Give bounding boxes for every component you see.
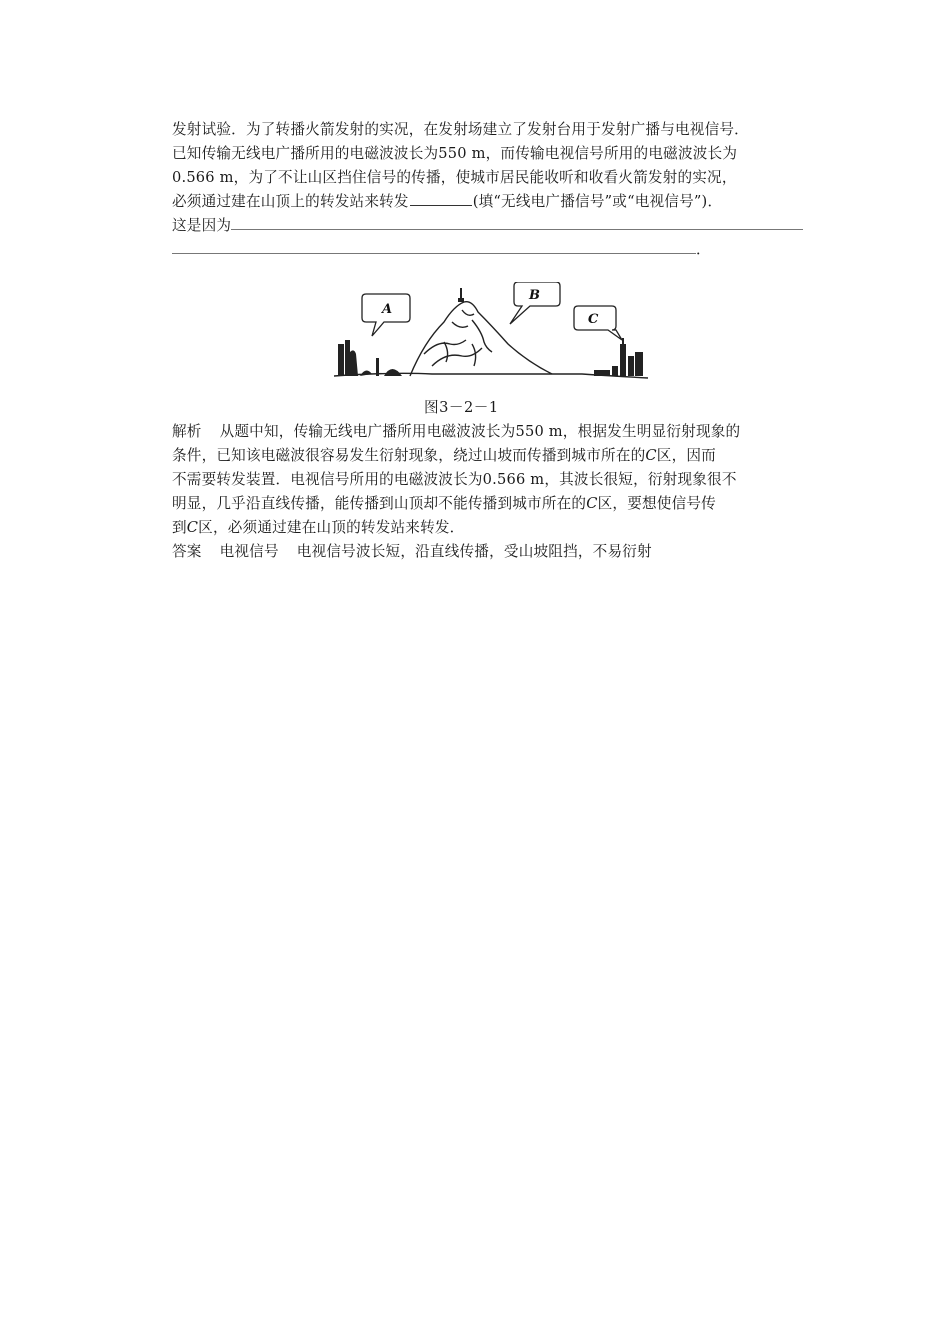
question-line-4-hint: (填“无线电广播信号”或“电视信号”)．: [472, 193, 723, 210]
answer-line-1[interactable]: [231, 215, 803, 230]
answer-heading: 答案: [172, 543, 202, 560]
analysis-heading: 解析: [172, 423, 202, 440]
mountain-icon: [410, 302, 552, 376]
question-line-5-text: 这是因为: [172, 217, 232, 234]
answer-line-2[interactable]: [172, 239, 696, 254]
analysis-line-4-text: 明显，几乎沿直线传播，能传播到山顶却不能传播到城市所在的: [172, 495, 587, 512]
analysis-line-1-text: 从题中知，传输无线电广播所用电磁波波长为550 m，根据发生明显衍射现象的: [219, 423, 741, 440]
analysis-line-2: [172, 444, 812, 468]
label-a: A: [382, 302, 393, 317]
analysis-line-2-text: 条件，已知该电磁波很容易发生衍射现象，绕过山坡而传播到城市所在的: [172, 447, 646, 464]
analysis-line-4-tail: 区，要想使信号传: [597, 495, 716, 512]
analysis-line-5-tail: 区，必须通过建在山顶的转发站来转发．: [198, 519, 465, 536]
label-b: B: [529, 288, 540, 303]
analysis-line-4: [172, 492, 812, 516]
answer-part-1: 电视信号: [219, 543, 279, 560]
fill-in-blank[interactable]: [410, 191, 472, 206]
question-line-5: [172, 214, 812, 238]
question-line-2: 已知传输无线电广播所用的电磁波波长为550 m，而传输电视信号所用的电磁波波长为: [172, 145, 738, 162]
answer-part-2: 电视信号波长短，沿直线传播，受山坡阻挡，不易衍射: [296, 543, 652, 560]
city-icon: [594, 338, 643, 376]
analysis-line-1: [172, 420, 812, 444]
region-c-label: C: [586, 495, 598, 512]
region-c-label: C: [186, 519, 199, 536]
figure-caption: 图3－2－1: [424, 399, 499, 416]
question-line-4: [172, 190, 812, 214]
question-block: [172, 118, 812, 262]
question-line-3: 0.566 m，为了不让山区挡住信号的传播，使城市居民能收听和收看火箭发射的实况，: [172, 169, 737, 186]
relay-tower-icon: [458, 288, 464, 302]
question-line-6-end: ．: [696, 241, 711, 258]
analysis-line-2-tail: 区，因而: [656, 447, 716, 464]
analysis-line-3: 不需要转发装置．电视信号所用的电磁波波长为0.566 m，其波长很短，衍射现象很不: [172, 471, 737, 488]
figure-mountain-illustration: [332, 282, 650, 384]
question-line-4-text: 必须通过建在山顶上的转发站来转发: [172, 193, 409, 210]
mountain-diagram: [332, 282, 650, 384]
question-line-1: 发射试验．为了转播火箭发射的实况，在发射场建立了发射台用于发射广播与电视信号．: [172, 121, 749, 138]
launch-site-icon: [338, 340, 402, 376]
analysis-line-5: [172, 516, 812, 540]
analysis-block: [172, 420, 812, 564]
label-c: C: [588, 312, 599, 327]
question-line-6: [172, 238, 812, 262]
answer-line: [172, 540, 812, 564]
analysis-line-5-text: 到: [172, 519, 187, 536]
region-c-label: C: [645, 447, 657, 464]
